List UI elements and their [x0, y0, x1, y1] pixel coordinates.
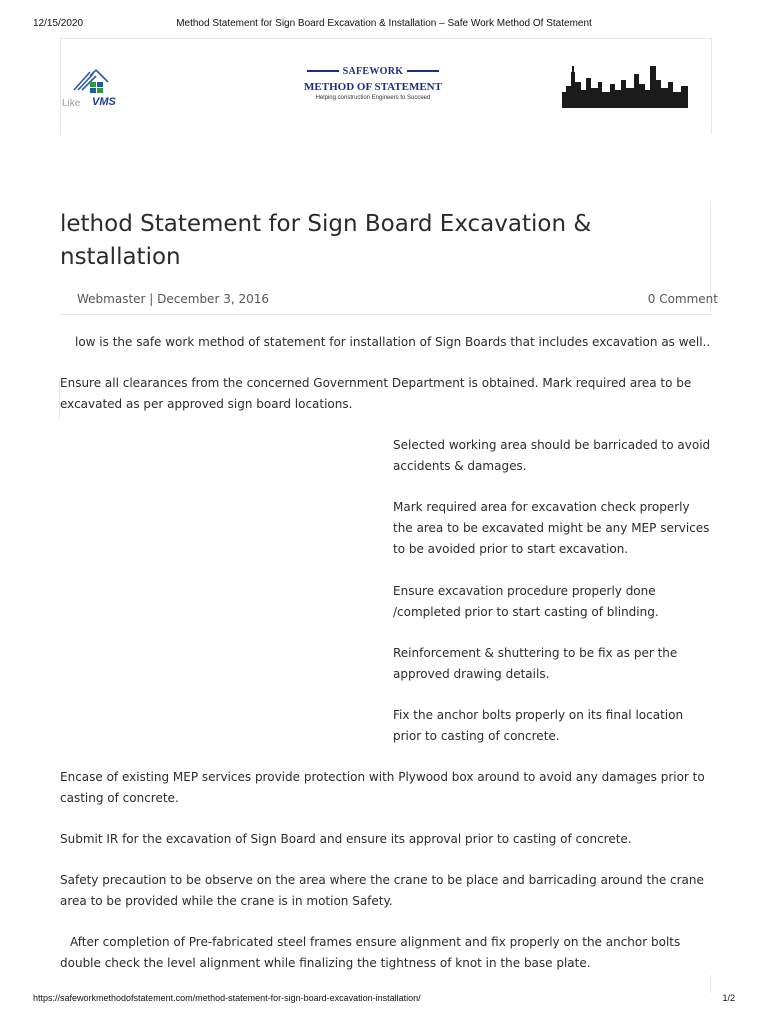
author-date[interactable]: Webmaster | December 3, 2016: [77, 292, 269, 306]
brand-logo[interactable]: [298, 64, 448, 114]
site-header: [60, 58, 712, 118]
body-paragraph: Safety precaution to be observe on the area where the crane to be place and barricading around the crane area to be provided while the crane is in motion Safety.: [60, 873, 704, 908]
body-paragraph: Ensure all clearances from the concerned Government Department is obtained. Mark required area to be excavated as per approved sign board locations.: [60, 376, 692, 411]
body-paragraph: After completion of Pre-fabricated steel frames ensure alignment and fix properly on the anchor bolts double check the level alignment while finalizing the tightness of knot in the base plate.: [60, 935, 681, 970]
brand-bar-left: [307, 70, 339, 72]
city-skyline-icon: [562, 62, 688, 108]
page-number: 1/2: [722, 993, 735, 1003]
brand-tagline: Helping construction Engineers to Succeed: [315, 95, 431, 101]
print-date: 12/15/2020: [33, 18, 84, 29]
print-title: Method Statement for Sign Board Excavation & Installation – Safe Work Method Of Statement: [176, 18, 592, 29]
brand-name: SAFEWORK: [342, 65, 404, 77]
vms-label: VMS: [92, 96, 116, 108]
intro-paragraph: low is the safe work method of statement for installation of Sign Boards that includes excavation as well..: [75, 335, 711, 349]
right-list-item: Ensure excavation procedure properly done /completed prior to start casting of blinding.: [393, 584, 659, 619]
article-meta: [77, 292, 717, 306]
like-label: Like: [62, 98, 81, 109]
meta-divider: [60, 314, 712, 315]
brand-subtitle: METHOD OF STATEMENT: [304, 81, 442, 93]
print-header: [0, 18, 768, 32]
right-list-item: Mark required area for excavation check properly the area to be excavated might be any MEP services to be avoided prior to start excavation.: [393, 500, 710, 556]
right-list-item: Fix the anchor bolts properly on its final location prior to casting of concrete.: [393, 708, 684, 743]
brand-bar-right: [407, 70, 439, 72]
frame-right-bottom: [710, 975, 711, 993]
body-paragraph: Submit IR for the excavation of Sign Board and ensure its approval prior to casting of concrete.: [60, 832, 632, 846]
comment-count-link[interactable]: 0 Comment: [647, 292, 718, 306]
right-list-item: Selected working area should be barricaded to avoid accidents & damages.: [393, 438, 711, 473]
page-url[interactable]: https://safeworkmethodofstatement.com/method-statement-for-sign-board-excavation-installation/: [33, 993, 421, 1003]
article-title: lethod Statement for Sign Board Excavation & nstallation: [60, 211, 592, 270]
print-footer: [0, 993, 768, 1007]
body-paragraph: Encase of existing MEP services provide protection with Plywood box around to avoid any damages prior to casting of concrete.: [60, 770, 705, 805]
frame-top: [60, 38, 712, 39]
right-list-item: Reinforcement & shuttering to be fix as per the approved drawing details.: [393, 646, 678, 681]
